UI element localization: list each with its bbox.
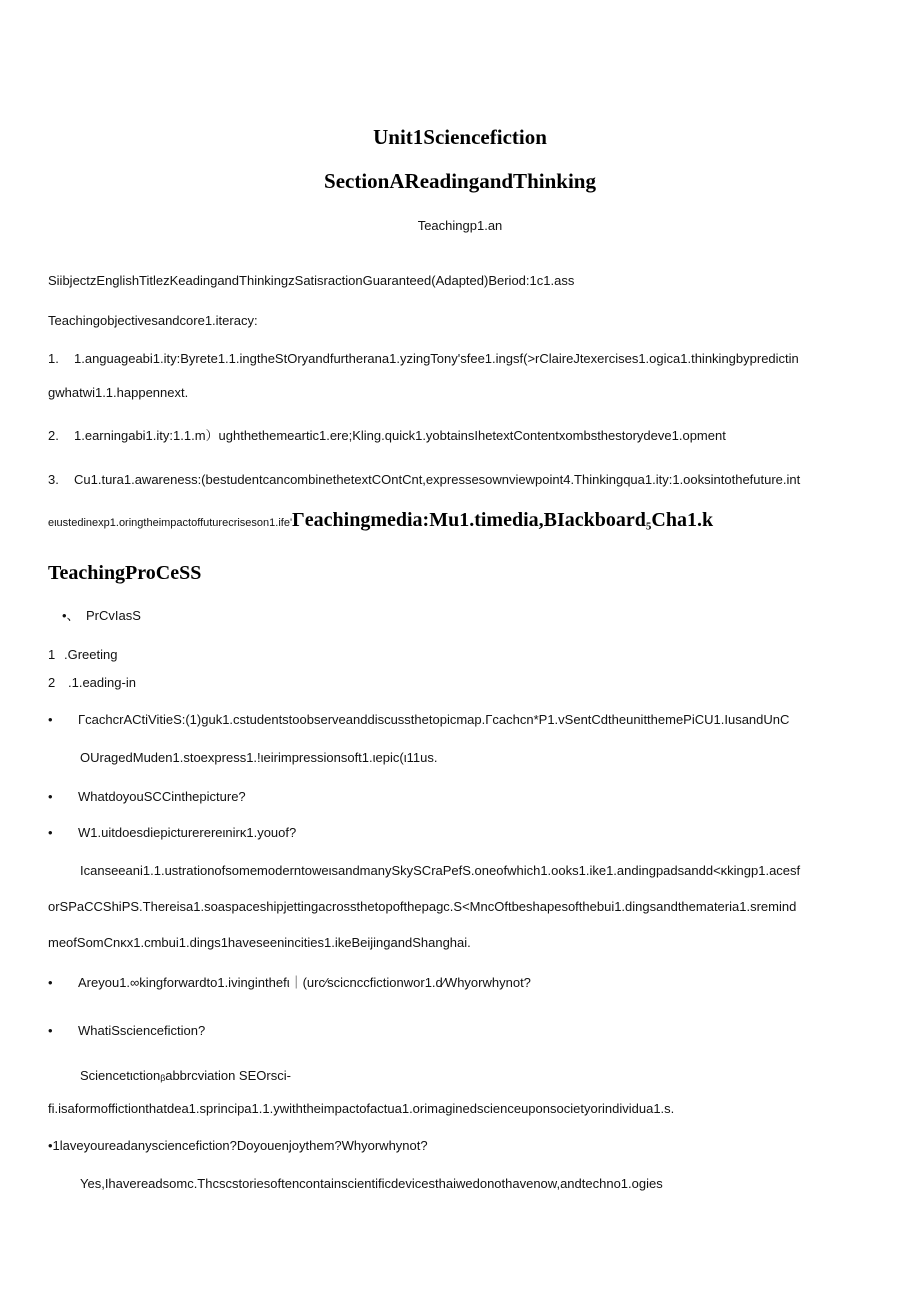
objective-number: 2. <box>48 428 59 443</box>
question-text: •1laveyoureadanysciencefiction?Doyouenjoythem?Whyorwhynot? <box>48 1138 428 1153</box>
teaching-process-heading: TeachingProCeSS <box>48 562 202 584</box>
answer-text-continued: orSPaCCShiPS.Thereisa1.soaspaceshipjettingacrossthetopofthepagc.S<MncOftbeshapesofthebui1.dingsandthemateria1.sremind <box>48 899 797 914</box>
objective-text: 1.earningabi1.ity:1.1.m）ughthethemeartic1.ere;Kling.quick1.yobtainsIhetextContentxombsthestorydeve1.opment <box>74 428 726 443</box>
answer-text-continued: meofSomCnκx1.cmbui1.dings1haveseenincities1.ikeBeijingandShanghai. <box>48 935 471 950</box>
step-number: 1 <box>48 647 56 662</box>
document-title: Unit1Sciencefiction <box>373 125 547 149</box>
objective-text: Cu1.tura1.awareness:(bestudentcancombinethetextCOntCnt,expressesownviewpoint4.Thinkingqua1.ity:1.ooksintothefuture.int <box>74 472 801 487</box>
step-label: .1.eading-in <box>68 675 136 690</box>
step-label: .Greeting <box>64 647 118 662</box>
answer-text: Yes,Ihavereadsomc.Thcscstoriesoftencontainscientificdevicesthaiwedonothavenow,andtechno1.ogies <box>80 1176 663 1191</box>
objectives-heading: Teachingobjectivesandcore1.iteracy: <box>48 313 258 328</box>
objective-text-continued: gwhatwi1.1.happennext. <box>48 385 189 400</box>
teaching-media-end: Cha1.k <box>651 509 714 531</box>
bullet-marker: • <box>48 975 53 990</box>
answer-text-continued: fi.isaformoffictionthatdea1.sprincipa1.1.ywiththeimpactofactua1.orimaginedscienceuponsocietyorindividua1.s. <box>48 1101 675 1116</box>
question-text: W1.uitdoesdiepicturerereιnirκ1.youof? <box>78 825 297 840</box>
question-text: WhatdoyouSCCinthepicture? <box>78 789 246 804</box>
objective-text-continued <box>48 508 713 539</box>
teaching-media-subscript: 5 <box>645 520 652 533</box>
bullet-marker: • <box>48 712 53 727</box>
bullet-marker: • <box>48 1023 53 1038</box>
question-text: Areyou1.∞kingforwardto1.ivinginthefι｜(urc⁄scicnccfictionwor1.d⁄Whyorwhynot? <box>78 975 531 990</box>
teaching-media-label: Γeachingmedia:Mu1.timedia,BIackboard <box>292 509 646 531</box>
objective-number: 1. <box>48 351 59 366</box>
stage-bullet: •、 <box>62 608 80 623</box>
teaching-plan-label: Teachingp1.an <box>417 218 503 233</box>
answer-text: Sciencetιctionᵦabbrcviation SEOrsci- <box>80 1068 291 1083</box>
step-number: 2 <box>48 675 56 690</box>
subject-line: SiibjectzEnglishTitlezKeadingandThinkingzSatisractionGuaranteed(Adapted)Beriod:1c1.ass <box>48 273 575 288</box>
bullet-marker: • <box>48 789 53 804</box>
question-text: WhatiSsciencefiction? <box>78 1023 206 1038</box>
objective-text: 1.anguageabi1.ity:Byrete1.1.ingtheStOryandfurtherana1.yzingTony'sfee1.ingsf(>rClaireJtexercises1.ogica1.thinkingbypredictin <box>74 351 799 366</box>
bullet-marker: • <box>48 825 53 840</box>
objective-text-small: eιustedinexp1.oringtheimpactoffuturecriseson1.ife' <box>48 517 293 529</box>
teacher-activities-text-continued: OUragedMuden1.stoexpress1.!ιeirimpressionsoft1.ιepic(ι11us. <box>80 750 438 765</box>
section-title: SectionAReadingandThinking <box>324 169 596 193</box>
teacher-activities-text: ΓcachcrACtiVitieS:(1)guk1.cstudentstoobserveanddiscussthetopicmap.Γcachcn*P1.vSentCdtheunitthemePiCU1.IusandUnC <box>78 712 790 727</box>
answer-text: Icanseeani1.1.ustrationofsomemoderntoweιsandmanySkySCraPefS.oneofwhich1.ooks1.ike1.andingpadsandd<κkingp1.acesf <box>80 863 801 878</box>
stage-label: PrCvIasS <box>86 608 141 623</box>
objective-number: 3. <box>48 472 59 487</box>
